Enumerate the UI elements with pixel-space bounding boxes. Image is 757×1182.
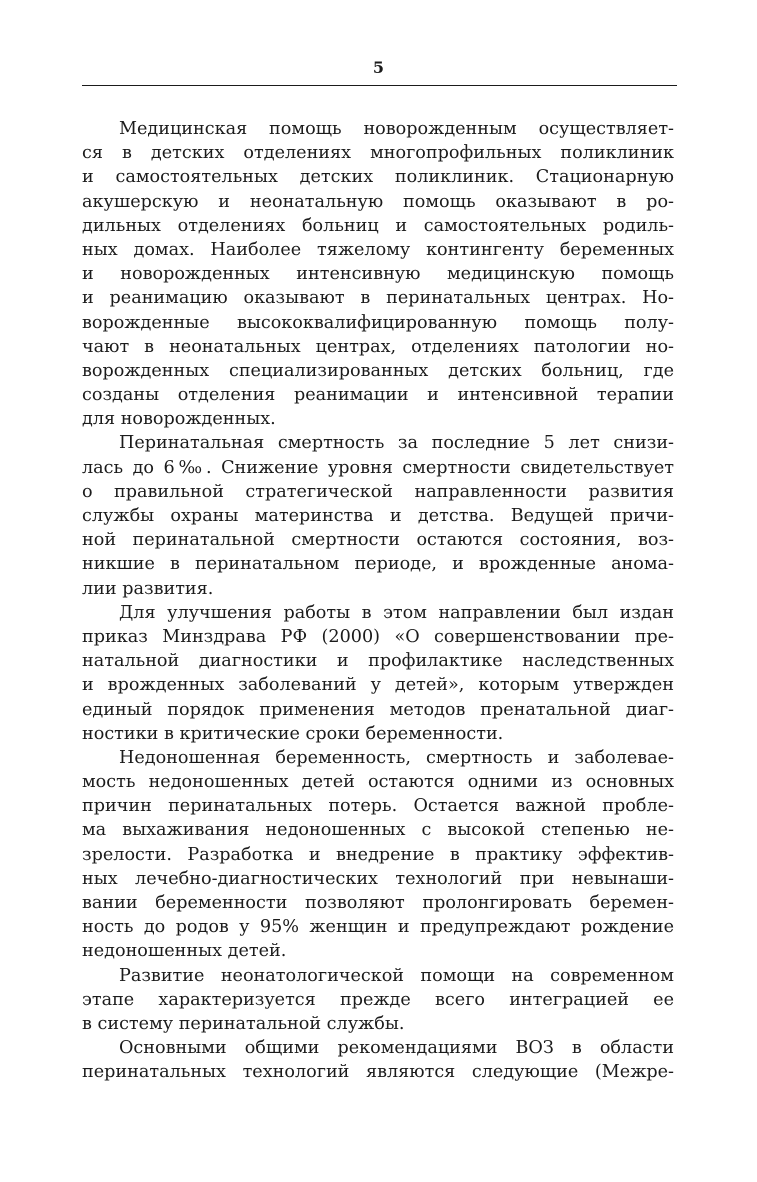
- text-line: Медицинская помощь новорожденным осуществляет-: [119, 119, 674, 139]
- text-line: мость недоношенных детей остаются одними из основных: [82, 772, 674, 793]
- page-number: 5: [372, 58, 385, 77]
- text-line: этапе характеризуется прежде всего интеграцией ее: [82, 989, 674, 1010]
- text-line: Основными общими рекомендациями ВОЗ в области: [119, 1038, 674, 1059]
- paragraph: [82, 1036, 674, 1084]
- text-line: и реанимацию оказывают в перинатальных центрах. Но-: [82, 288, 674, 309]
- text-line: о правильной стратегической направленности развития: [82, 481, 674, 502]
- text-line: Перинатальная смертность за последние 5 лет снизи-: [119, 433, 674, 454]
- text-line: причин перинатальных потерь. Остается важной пробле-: [82, 796, 674, 817]
- text-line: лась до 6‰. Снижение уровня смертности свидетельствует: [82, 457, 674, 478]
- text-line: ной перинатальной смертности остаются состояния, воз-: [82, 530, 674, 551]
- text-line: приказ Минздрава РФ (2000) «О совершенствовании пре-: [82, 626, 674, 647]
- text-line: ных лечебно-диагностических технологий при невынаши-: [82, 868, 674, 889]
- text-line: созданы отделения реанимации и интенсивной терапии: [82, 385, 674, 406]
- text-line: ворожденные высококвалифицированную помощь полу-: [82, 312, 674, 333]
- text-line: ных домах. Наиболее тяжелому контингенту беременных: [82, 239, 674, 260]
- text-line: чают в неонатальных центрах, отделениях патологии но-: [82, 336, 674, 357]
- text-line: и новорожденных интенсивную медицинскую помощь: [82, 264, 674, 285]
- paragraph: [82, 117, 674, 431]
- text-line: вании беременности позволяют пролонгировать беремен-: [82, 893, 674, 913]
- text-line: лии развития.: [82, 578, 214, 599]
- text-line: и врожденных заболеваний у детей», которым утвержден: [82, 675, 674, 696]
- paragraph: [82, 746, 674, 964]
- text-body: [82, 117, 674, 1085]
- text-line: единый порядок применения методов пренатальной диаг-: [82, 699, 674, 720]
- text-line: натальной диагностики и профилактике наследственных: [82, 651, 674, 672]
- text-line: ся в детских отделениях многопрофильных поликлиник: [82, 143, 674, 164]
- text-line: Недоношенная беременность, смертность и заболевае-: [119, 747, 674, 768]
- text-line: ворожденных специализированных детских больниц, где: [82, 360, 674, 381]
- text-line: перинатальных технологий являются следующие (Межре-: [82, 1062, 674, 1083]
- text-line: акушерскую и неонатальную помощь оказывают в ро-: [82, 191, 674, 212]
- paragraph: [82, 964, 674, 1037]
- text-line: ма выхаживания недоношенных с высокой степенью не-: [82, 820, 674, 841]
- text-line: зрелости. Разработка и внедрение в практику эффектив-: [82, 844, 674, 865]
- header-rule: [82, 85, 677, 86]
- paragraph: [82, 601, 674, 746]
- text-line: ностики в критические сроки беременности.: [82, 723, 504, 744]
- text-line: никшие в перинатальном периоде, и врожденные анома-: [82, 554, 674, 575]
- text-line: службы охраны материнства и детства. Ведущей причи-: [82, 506, 674, 526]
- text-line: в систему перинатальной службы.: [82, 1013, 405, 1034]
- text-line: дильных отделениях больниц и самостоятельных родиль-: [82, 215, 674, 236]
- text-line: и самостоятельных детских поликлиник. Стационарную: [82, 167, 674, 188]
- text-line: ность до родов у 95% женщин и предупреждают рождение: [82, 917, 674, 938]
- text-line: недоношенных детей.: [82, 941, 287, 962]
- text-line: Развитие неонатологической помощи на современном: [119, 965, 674, 986]
- text-line: Для улучшения работы в этом направлении был издан: [119, 602, 674, 623]
- text-line: для новорожденных.: [82, 409, 276, 430]
- paragraph: [82, 431, 674, 600]
